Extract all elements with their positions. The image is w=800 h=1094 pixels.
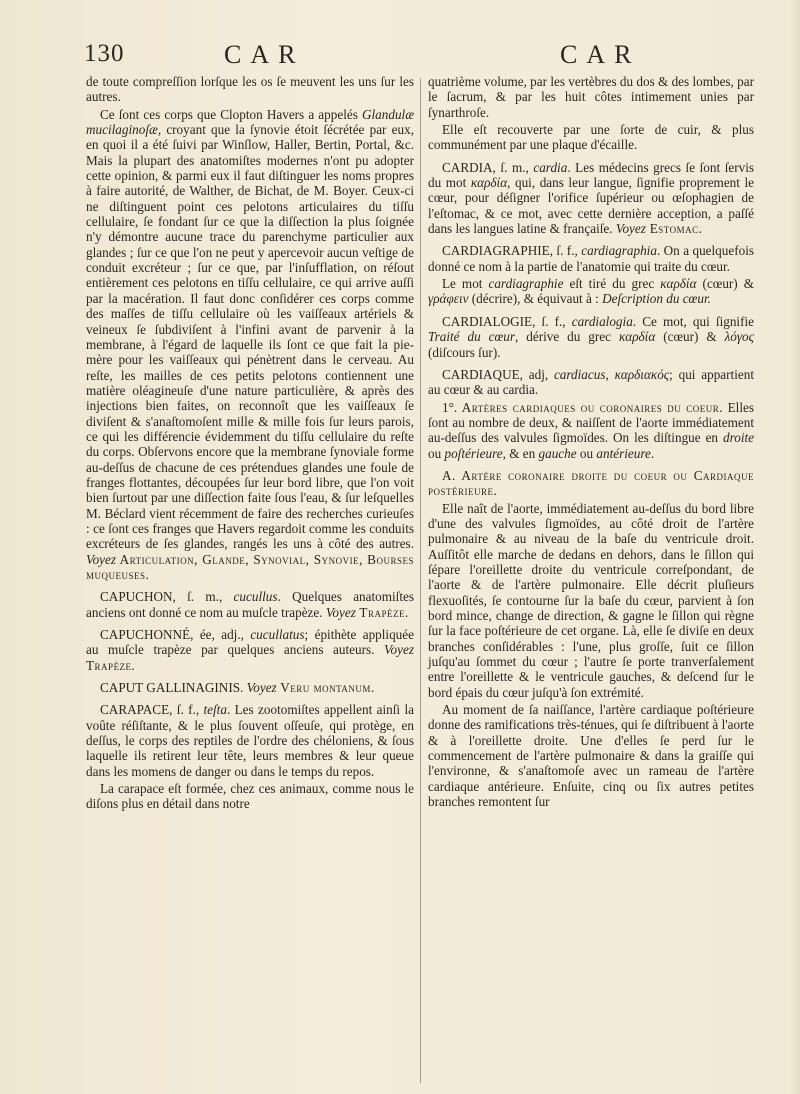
entry-carapace: CARAPACE, ſ. f., teſta. Les zootomiſtes appellent ainſi la voûte réſiſtante, & le plus ſouvent oſſeuſe, qui protège, en deſſus, le corps des reptiles de l'ordre des chéloniens, & ſous laquelle ils retirent leur tête, leurs membres & leur queue dans les momens de danger ou dans le temps du repos. [86, 702, 414, 779]
cross-reference: Articulation, Glande, Synovial, Synovie, Bourses muqueuses. [86, 551, 414, 582]
running-head-left: CAR [224, 40, 305, 69]
entry-cardia: CARDIA, ſ. m., cardia. Les médecins grecs ſe ſont ſervis du mot καρδία, qui, dans leur langue, ſignifie proprement le cœur, pour déſigner l'orifice ſupérieur ou œſophagien de l'eſtomac, & ce mot, avec cette dernière acception, a paſſé dans les langues latine & françaiſe. Voyez Estomac. [428, 159, 755, 237]
paragraph: La carapace eſt formée, chez ces animaux, comme nous le diſons plus en détail dans notre [86, 781, 414, 812]
page-number: 130 [84, 40, 125, 67]
cross-reference: Trapèze. [86, 657, 136, 673]
paragraph: quatrième volume, par les vertèbres du dos & des lombes, par le ſacrum, & par les huit côtes intimement unies par ſynarthroſe. [428, 74, 754, 120]
paragraph: Elle eſt recouverte par une ſorte de cuir, & plus communément par une plaque d'écaille. [428, 122, 754, 153]
entry-cardiagraphie: CARDIAGRAPHIE, ſ. f., cardiagraphia. On a quelquefois donné ce nom à la partie de l'anatomie qui traite du cœur. [428, 243, 754, 274]
paragraph: Au moment de ſa naiſſance, l'artère cardiaque poſtérieure donne des ramifications très-ténues, qui ſe diſtribuent à l'aorte & à l'oreillette droite. Une d'elles ſe perd ſur le commencement de l'artère pulmonaire & dans la graiſſe qui l'environne, & s'anaſtomoſe avec un rameau de l'artère cardiaque antérieure. Enſuite, cinq ou ſix autres petites branches remontent ſur [428, 702, 754, 810]
column-divider [420, 78, 421, 1083]
entry-cardialogie: CARDIALOGIE, ſ. f., cardialogia. Ce mot, qui ſignifie Traité du cœur, dérive du grec καρδία (cœur) & λόγος (diſcours ſur). [428, 313, 754, 360]
cross-reference: Veru montanum. [276, 680, 375, 696]
page-edge-shadow [790, 0, 800, 1094]
entry-capuchon: CAPUCHON, ſ. m., cucullus. Quelques anatomiſtes anciens ont donné ce nom au muſcle trapèze. Voyez Trapèze. [86, 589, 414, 620]
paragraph: Le mot cardiagraphie eſt tiré du grec καρδία (cœur) & γράφειν (décrire), & équivaut à : Deſcription du cœur. [428, 276, 754, 307]
left-column [86, 74, 414, 814]
paragraph: Elle naît de l'aorte, immédiatement au-deſſus du bord libre d'une des valvules ſigmoïdes, au côté droit de l'artère pulmonaire & au niveau de la baſe du ventricule droit. Auſſitôt elle marche de dedans en dehors, dans le ſillon qui ſépare l'oreillette droite du ventricule correſpondant, de l'aorte & de l'artère pulmonaire. Elle décrit pluſieurs flexuoſités, ſe contourne ſur la baſe du cœur, parvient à ſon bord mince, change de direction, & gagne le ſillon qui règne ſur la face poſtérieure de cet organe. Là, elle ſe diviſe en deux branches conſidérables : l'une, plus groſſe, ſuit ce ſillon juſqu'au ſommet du cœur ; l'autre ſe porte tranverſalement entre l'oreillette & le ventricule gauches, & deſcend ſur le bord épais du cœur juſqu'à ſon extrémité. [428, 500, 754, 700]
entry-capuchonne: CAPUCHONNÉ, ée, adj., cucullatus; épithète appliquée au muſcle trapèze par quelques anciens auteurs. Voyez Trapèze. [86, 627, 414, 673]
page-header [0, 34, 800, 74]
paragraph: 1°. Artères cardiaques ou coronaires du coeur. Elles ſont au nombre de deux, & naiſſent de l'aorte immédiatement au-deſſus des valvules ſigmoïdes. On les diſtingue en droite ou poſtérieure, & en gauche ou antérieure. [428, 399, 754, 461]
cross-reference: Estomac. [645, 221, 703, 237]
subheading: Artères cardiaques ou coronaires du coeur. [461, 399, 724, 415]
subsection-heading: A. Artère coronaire droite du coeur ou Cardiaque postérieure. [428, 467, 754, 499]
entry-cardiaque: CARDIAQUE, adj, cardiacus, καρδιακός; qui appartient au cœur & au cardia. [428, 366, 754, 398]
right-column [428, 74, 754, 811]
cross-reference: Trapèze. [355, 604, 409, 620]
entry-caput-gallinaginis: CAPUT GALLINAGINIS. Voyez Veru montanum. [100, 680, 375, 696]
running-head-right: CAR [560, 40, 641, 69]
paragraph: de toute compreſſion lorſque les os ſe meuvent les uns ſur les autres. [86, 74, 414, 105]
paragraph: Ce ſont ces corps que Clopton Havers a appelés Glandulæ mucilaginoſæ, croyant que la ſynovie étoit ſécrétée par eux, en quoi il a été ſuivi par Winſlow, Haller, Bertin, Portal, &c. Mais la plupart des anatomiſtes modernes n'ont pu adopter cette opinion, & parmi eux il faut diſtinguer les noms propres à faire autorité, de Walther, de Bichat, de M. Boyer. Ceux-ci ne diſtinguent point ces pelotons articulaires du tiſſu cellulaire, ſe fondant ſur ce que la diſſection la plus ſoignée n'y démontre aucune trace du parenchyme particulier aux glandes ; ſur ce que l'on ne peut y apercevoir aucun veſtige de conduit excréteur ; ſur ce que, par l'inſufflation, on réſout entièrement ces pelotons en tiſſu cellulaire, ce qui arrive auſſi par la macération. Il faut donc conſidérer ces corps comme des maſſes de tiſſu cellulaire où les vaiſſeaux artériels & veineux ſe ſubdiviſent à l'infini avant de parvenir à la membrane, à l'égard de laquelle ils ſont ce que fait la pie-mère pour les vaiſſeaux qui pénètrent dans le cerveau. Au reſte, les mailles de ces petits pelotons contiennent une matière oléagineuſe d'une nature particulière, & après des injections bien faites, on reconnoît que les vaiſſeaux ſe diviſent & s'anaſtomoſent mille & mille fois ſur leurs parois, ce qui les différencie évidemment du tiſſu cellulaire du reſte du corps. Obſervons encore que la membrane ſynoviale forme au-deſſus de chacune de ces prétendues glandes une foule de franges flottantes, découpées ſur leur bord libre, que l'on voit bien ſurtout par une diſſection faite ſous l'eau, & ſur leſquelles M. Béclard vient récemment de faire des recherches curieuſes : ce ſont ces franges que Havers regardoit comme les conduits excréteurs de ſes glandes, rangés les uns à côté des autres. Voyez Articulation, Glande, Synovial, Synovie, Bourses muqueuses. [86, 106, 414, 582]
